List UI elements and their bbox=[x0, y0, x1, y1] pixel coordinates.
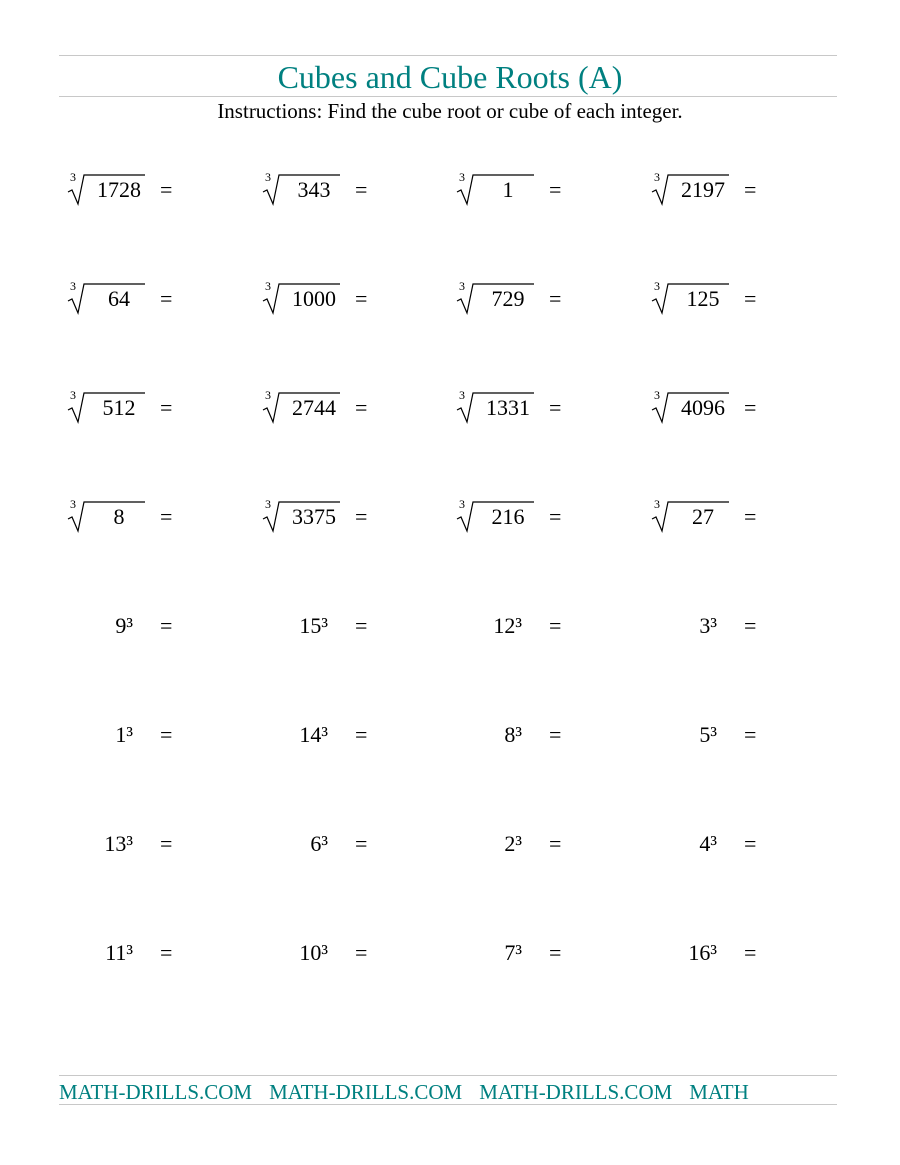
radical-sign bbox=[456, 388, 538, 425]
equals-sign: = bbox=[355, 177, 368, 202]
equals-sign: = bbox=[549, 613, 562, 638]
radicand: 1331 bbox=[486, 395, 530, 420]
radical-sign bbox=[456, 279, 538, 316]
cube-expression: 15³ bbox=[299, 613, 328, 638]
equals-sign: = bbox=[549, 286, 562, 311]
equals-sign: = bbox=[355, 286, 368, 311]
radical-index: 3 bbox=[459, 170, 465, 184]
equals-sign: = bbox=[160, 613, 173, 638]
footer-item: MATH bbox=[689, 1080, 749, 1104]
cube-expression: 6³ bbox=[310, 831, 328, 856]
radical-sign bbox=[67, 388, 149, 425]
page-title: Cubes and Cube Roots (A) bbox=[277, 59, 623, 95]
radicand: 729 bbox=[491, 286, 525, 311]
equals-sign: = bbox=[744, 504, 757, 529]
cube-expression: 5³ bbox=[699, 722, 717, 747]
cube-expression: 8³ bbox=[504, 722, 522, 747]
radical-sign bbox=[67, 279, 149, 316]
radical-index: 3 bbox=[459, 497, 465, 511]
radical-sign bbox=[456, 170, 538, 207]
equals-sign: = bbox=[355, 504, 368, 529]
radical-index: 3 bbox=[265, 170, 271, 184]
radical-index: 3 bbox=[654, 279, 660, 293]
cube-expression: 3³ bbox=[699, 613, 717, 638]
radical-index: 3 bbox=[459, 388, 465, 402]
radical-index: 3 bbox=[265, 497, 271, 511]
equals-sign: = bbox=[744, 286, 757, 311]
equals-sign: = bbox=[549, 940, 562, 965]
radicand: 27 bbox=[692, 504, 714, 529]
radical-index: 3 bbox=[654, 497, 660, 511]
footer-top-rule bbox=[59, 1075, 837, 1076]
radical-sign bbox=[651, 388, 733, 425]
radicand: 8 bbox=[113, 504, 125, 529]
footer-item: MATH-DRILLS.COM bbox=[59, 1080, 253, 1104]
cube-expression: 11³ bbox=[105, 940, 133, 965]
radical-index: 3 bbox=[654, 170, 660, 184]
radical-index: 3 bbox=[70, 497, 76, 511]
cube-expression: 14³ bbox=[299, 722, 328, 747]
footer-bottom-rule bbox=[59, 1104, 837, 1105]
footer-item: MATH-DRILLS.COM bbox=[479, 1080, 673, 1104]
radical-sign bbox=[262, 388, 344, 425]
equals-sign: = bbox=[549, 831, 562, 856]
cube-expression: 9³ bbox=[115, 613, 133, 638]
equals-sign: = bbox=[744, 177, 757, 202]
radicand: 125 bbox=[686, 286, 720, 311]
radicand: 1728 bbox=[97, 177, 141, 202]
radical-index: 3 bbox=[459, 279, 465, 293]
equals-sign: = bbox=[549, 504, 562, 529]
radicand: 216 bbox=[491, 504, 525, 529]
radical-index: 3 bbox=[70, 388, 76, 402]
equals-sign: = bbox=[744, 613, 757, 638]
equals-sign: = bbox=[160, 177, 173, 202]
radical-sign bbox=[67, 170, 149, 207]
equals-sign: = bbox=[160, 504, 173, 529]
radical-sign bbox=[262, 170, 344, 207]
top-rule bbox=[59, 55, 837, 56]
equals-sign: = bbox=[160, 286, 173, 311]
radicand: 1 bbox=[502, 177, 514, 202]
radical-sign bbox=[651, 170, 733, 207]
radicand: 2744 bbox=[292, 395, 336, 420]
radical-index: 3 bbox=[265, 388, 271, 402]
footer-item: MATH-DRILLS.COM bbox=[269, 1080, 463, 1104]
title-rule bbox=[59, 96, 837, 97]
equals-sign: = bbox=[160, 722, 173, 747]
radical-sign bbox=[262, 497, 344, 534]
equals-sign: = bbox=[160, 395, 173, 420]
radical-index: 3 bbox=[70, 170, 76, 184]
radical-sign bbox=[456, 497, 538, 534]
equals-sign: = bbox=[549, 177, 562, 202]
equals-sign: = bbox=[160, 940, 173, 965]
cube-expression: 12³ bbox=[493, 613, 522, 638]
radical-sign bbox=[651, 279, 733, 316]
equals-sign: = bbox=[744, 722, 757, 747]
equals-sign: = bbox=[355, 831, 368, 856]
cube-expression: 13³ bbox=[104, 831, 133, 856]
equals-sign: = bbox=[355, 940, 368, 965]
equals-sign: = bbox=[744, 940, 757, 965]
equals-sign: = bbox=[355, 722, 368, 747]
radical-sign bbox=[651, 497, 733, 534]
radicand: 2197 bbox=[681, 177, 725, 202]
equals-sign: = bbox=[744, 831, 757, 856]
radicand: 3375 bbox=[292, 504, 336, 529]
cube-expression: 10³ bbox=[299, 940, 328, 965]
radicand: 1000 bbox=[292, 286, 336, 311]
equals-sign: = bbox=[549, 722, 562, 747]
radicand: 343 bbox=[297, 177, 331, 202]
equals-sign: = bbox=[355, 613, 368, 638]
radical-index: 3 bbox=[70, 279, 76, 293]
cube-expression: 4³ bbox=[699, 831, 717, 856]
equals-sign: = bbox=[355, 395, 368, 420]
radical-index: 3 bbox=[654, 388, 660, 402]
cube-expression: 7³ bbox=[504, 940, 522, 965]
radical-sign bbox=[262, 279, 344, 316]
radical-sign bbox=[67, 497, 149, 534]
equals-sign: = bbox=[549, 395, 562, 420]
equals-sign: = bbox=[744, 395, 757, 420]
radicand: 4096 bbox=[681, 395, 725, 420]
cube-expression: 1³ bbox=[115, 722, 133, 747]
radicand: 64 bbox=[108, 286, 130, 311]
instructions-text: Instructions: Find the cube root or cube of each integer. bbox=[217, 99, 683, 123]
cube-expression: 16³ bbox=[688, 940, 717, 965]
radicand: 512 bbox=[102, 395, 136, 420]
cube-expression: 2³ bbox=[504, 831, 522, 856]
equals-sign: = bbox=[160, 831, 173, 856]
footer-watermark bbox=[59, 1079, 837, 1105]
radical-index: 3 bbox=[265, 279, 271, 293]
